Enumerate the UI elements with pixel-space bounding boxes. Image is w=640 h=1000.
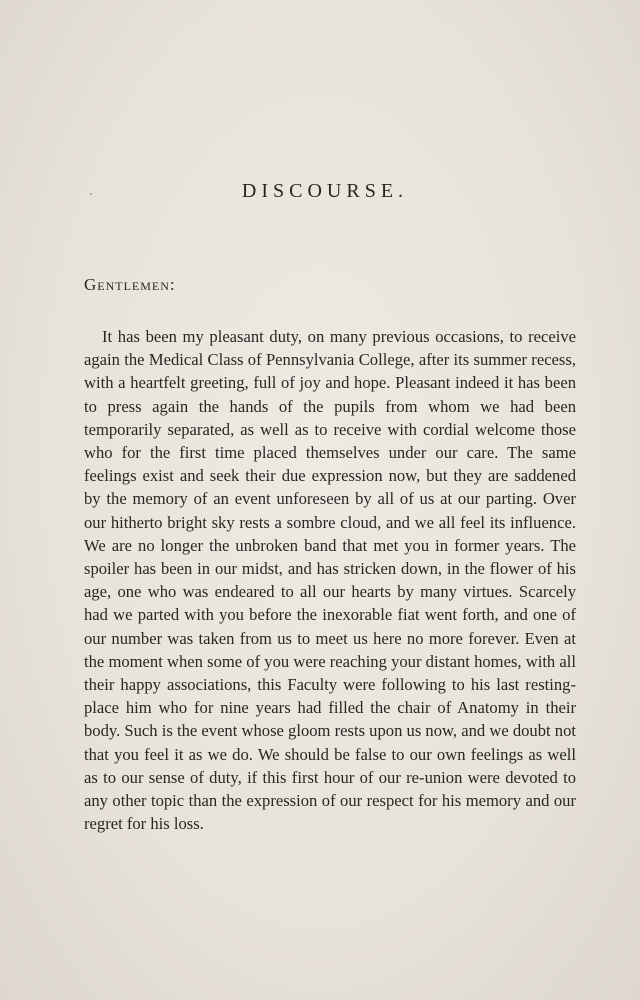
body-paragraph: It has been my pleasant duty, on many previous occasions, to receive again the Medical Class of Pennsylvania College, after its summer recess, with a heartfelt greeting, full of joy and hope. Pleasant indeed it has been to press again the hands of the pupils from whom we had been temporarily separated, as well as to receive with cordial welcome those who for the first time placed themselves under our care. The same feelings exist and seek their due expression now, but they are saddened by the memory of an event unforeseen by all of us at our parting. Over our hitherto bright sky rests a sombre cloud, and we all feel its influence. We are no longer the unbroken band that met you in former years. The spoiler has been in our midst, and has stricken down, in the flower of his age, one who was endeared to all our hearts by many virtues. Scarcely had we parted with you before the inexorable fiat went forth, and one of our number was taken from us to meet us here no more forever. Even at the moment when some of you were reaching your distant homes, with all their happy associations, this Faculty were following to his last resting-place him who for nine years had filled the chair of Anatomy in their body. Such is the event whose gloom rests upon us now, and we doubt not that you feel it as we do. We should be false to our own feelings as well as to our sense of duty, if this first hour of our re-union were devoted to any other topic than the expression of our respect for his memory and our regret for his loss. bbox=[84, 327, 576, 834]
page-heading: DISCOURSE. bbox=[241, 180, 409, 202]
salutation: Gentlemen: bbox=[84, 275, 176, 294]
